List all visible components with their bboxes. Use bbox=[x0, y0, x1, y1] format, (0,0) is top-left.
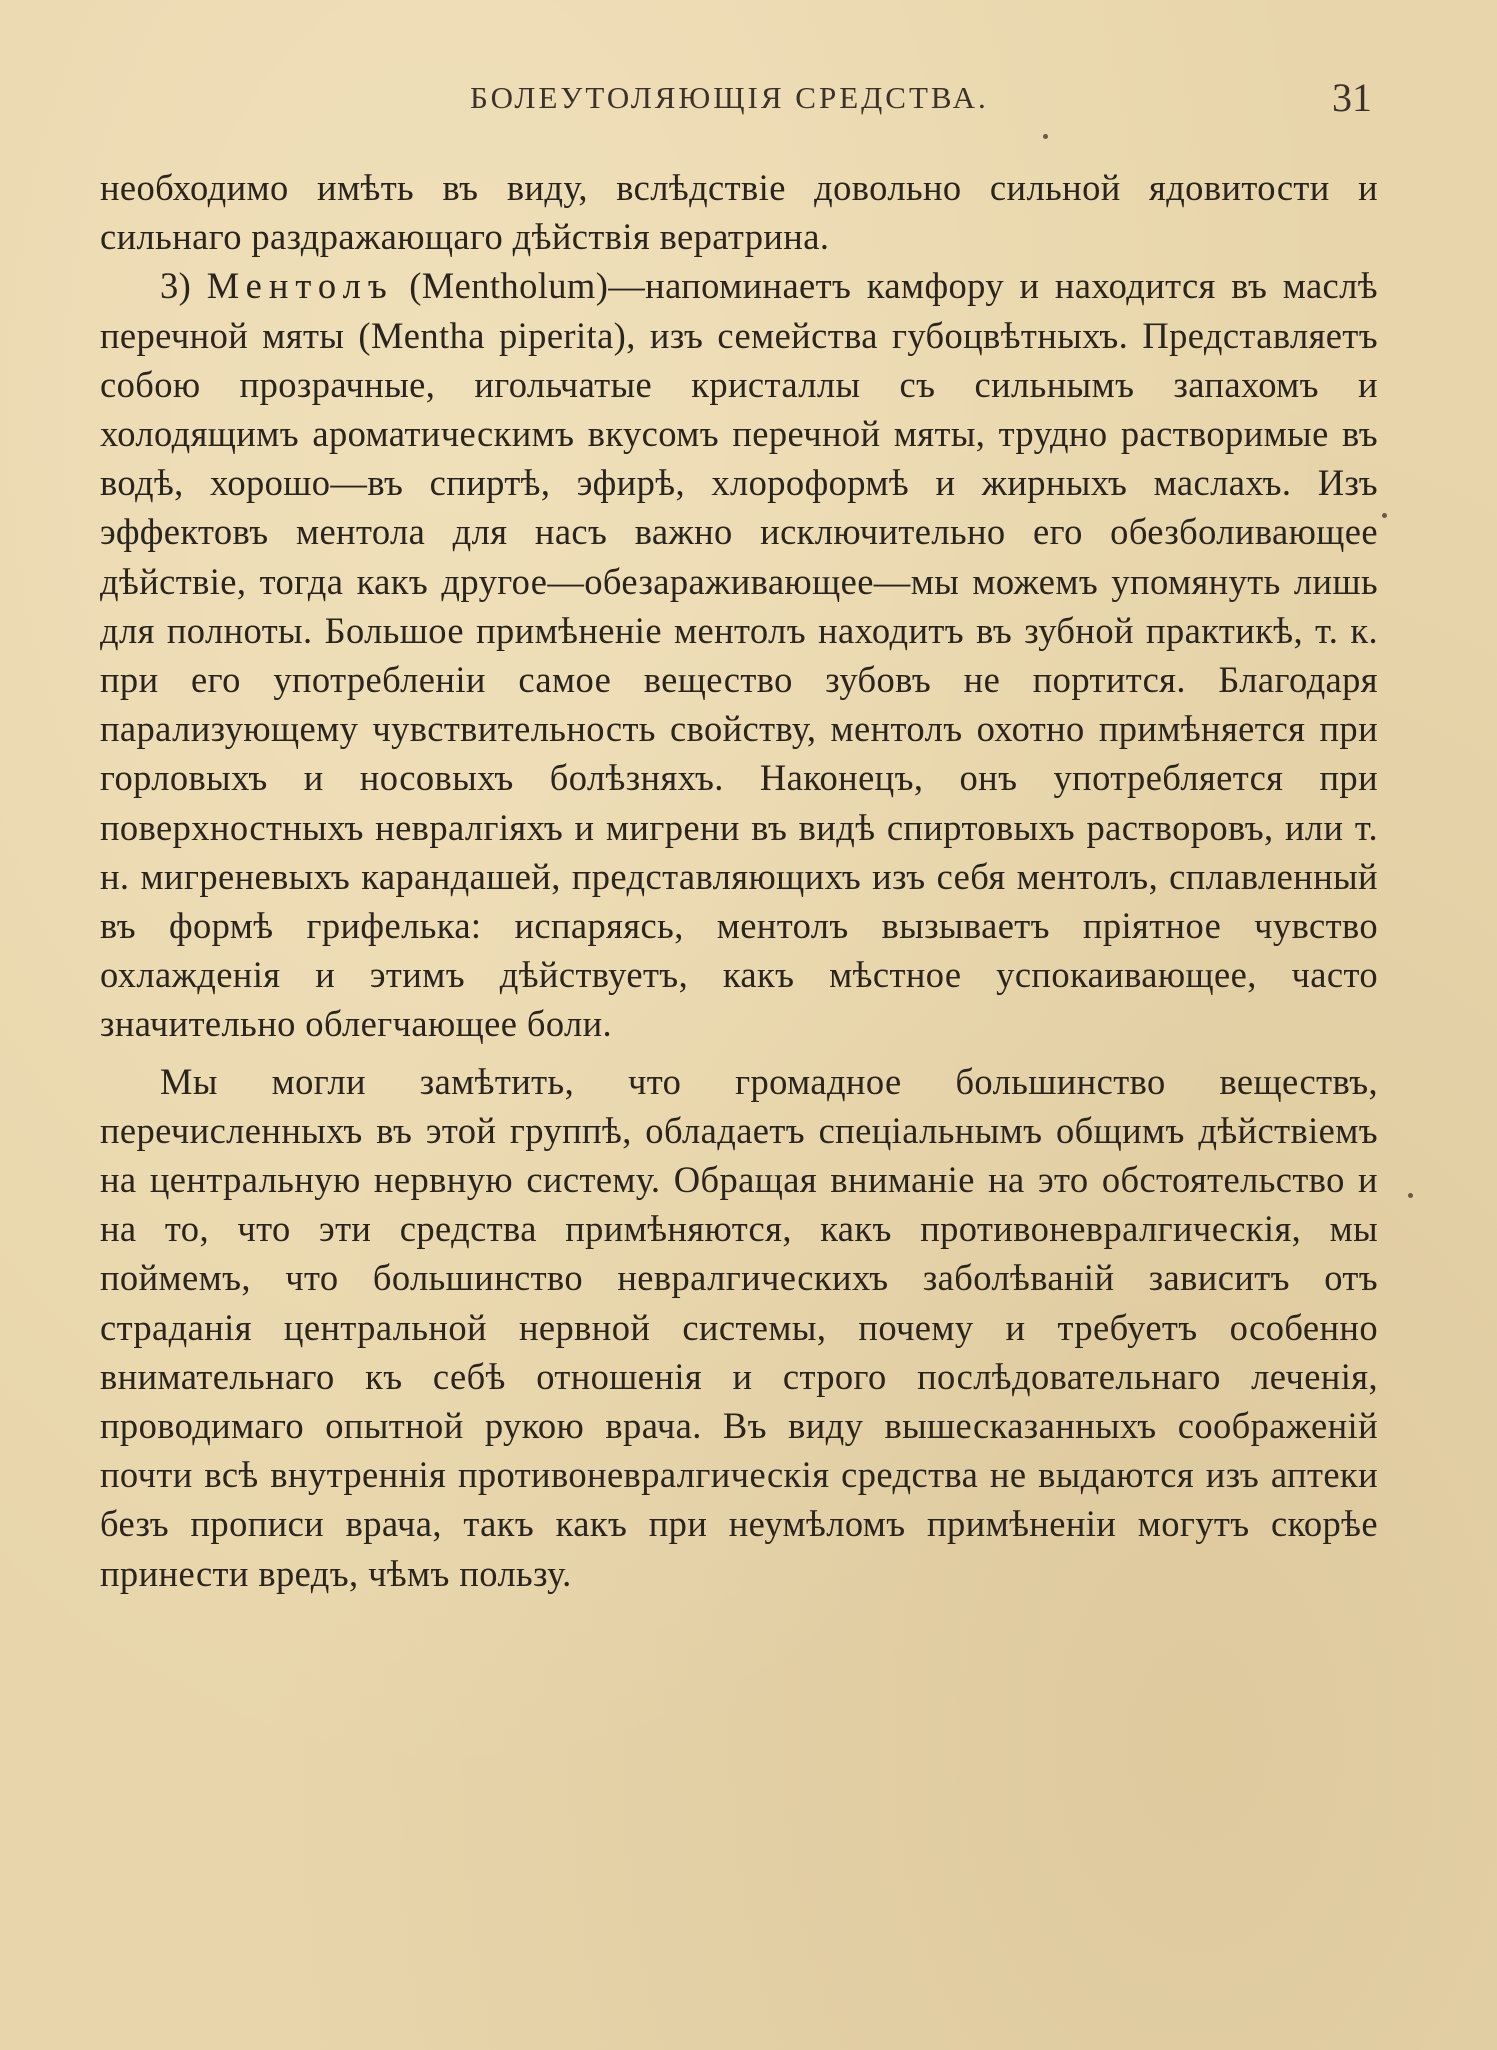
paragraph-conclusion: Мы могли замѣтить, что громадное большинство веществъ, перечисленныхъ въ этой группѣ, обладаетъ спеціальнымъ общимъ дѣйствіемъ на центральную нервную систему. Обращая вниманіе на это обстоятельство и на то, что эти средства примѣняются, какъ противоневралгическія, мы поймемъ, что большинство невралгическихъ заболѣваній зависитъ отъ страданія центральной нервной системы, почему и требуетъ особенно внимательнаго къ себѣ отношенія и строго послѣдовательнаго леченія, проводимаго опытной рукою врача. Въ виду вышесказанныхъ соображеній почти всѣ внутреннія противоневралгическія средства не выдаются изъ аптеки безъ прописи врача, такъ какъ при неумѣломъ примѣненіи могутъ скорѣе принести вредъ, чѣмъ пользу. bbox=[100, 1060, 1378, 1594]
term-menthol: Ментолъ bbox=[206, 265, 394, 307]
paragraph-continuation: необходимо имѣть въ виду, вслѣдствіе довольно сильной ядовитости и сильнаго раздражающаго дѣйствія вератрина. bbox=[100, 167, 1378, 258]
paper-speck bbox=[1382, 513, 1387, 518]
list-number: 3) bbox=[160, 265, 207, 307]
paper-speck bbox=[1043, 134, 1048, 139]
menthol-description: (Mentholum)—напоминаетъ камфору и находится въ маслѣ перечной мяты (Mentha piperita), изъ семейства губоцвѣтныхъ. Представляетъ собою прозрачные, игольчатые кристаллы съ сильнымъ запахомъ и холодящимъ ароматическимъ вкусомъ перечной мяты, трудно растворимые въ водѣ, хорошо—въ спиртѣ, эфирѣ, хлороформѣ и жирныхъ маслахъ. Изъ эффектовъ ментола для насъ важно исключительно его обезболивающее дѣйствіе, тогда какъ другое—обезараживающее—мы можемъ упомянуть лишь для полноты. Большое примѣненіе ментолъ находитъ въ зубной практикѣ, т. к. при его употребленіи самое вещество зубовъ не портится. Благодаря парализующему чувствительность свойству, ментолъ охотно примѣняется при горловыхъ и носовыхъ болѣзняхъ. Наконецъ, онъ употребляется при поверхностныхъ невралгіяхъ и мигрени въ видѣ спиртовыхъ растворовъ, или т. н. мигреневыхъ карандашей, представляющихъ изъ себя ментолъ, сплавленный въ формѣ грифелька: испаряясь, ментолъ вызываетъ пріятное чувство охлажденія и этимъ дѣйствуетъ, какъ мѣстное успокаивающее, часто значительно облегчающее боли. bbox=[100, 265, 1378, 1045]
body-text bbox=[100, 163, 1378, 1598]
running-head bbox=[0, 74, 1497, 124]
paragraph-menthol bbox=[100, 261, 1378, 1048]
page-number: 31 bbox=[1332, 75, 1372, 120]
paper-speck bbox=[1408, 1193, 1413, 1198]
running-title: БОЛЕУТОЛЯЮЩIЯ СРЕДСТВА. bbox=[470, 80, 989, 115]
